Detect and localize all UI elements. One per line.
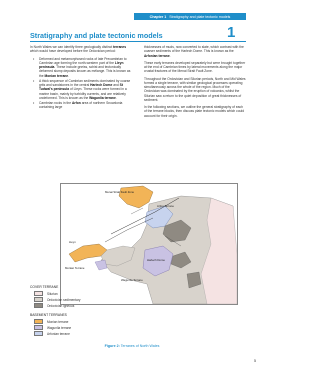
section-label: Stratigraphy and plate tectonic models bbox=[169, 14, 231, 19]
terrane-map bbox=[60, 183, 238, 305]
paragraph: In the following sections, we outline the general stratigraphy of each of the terrane blocks, then discuss plate tectonic models which could account for their origin. bbox=[144, 105, 245, 118]
figure-caption bbox=[0, 344, 264, 348]
page-number: 5 bbox=[254, 359, 256, 363]
legend-item bbox=[34, 319, 68, 324]
legend-swatch bbox=[34, 291, 43, 296]
legend-item bbox=[34, 291, 58, 296]
legend-basement-heading: BASEMENT TERRANES bbox=[30, 313, 67, 317]
legend-label: Ordovician igneous bbox=[47, 303, 75, 308]
legend-label: Monian terrane bbox=[47, 319, 69, 324]
intro-paragraph: In North Wales we can identify three geologically distinct terranes which would have developed before the Ordovician period: bbox=[30, 45, 127, 54]
figure-number: Figure 2: bbox=[104, 344, 120, 348]
legend-swatch bbox=[34, 303, 43, 308]
map-label-monian: Monian Terrane bbox=[65, 266, 85, 270]
paragraph: thicknesses of muds, now converted to slate, which contrast with the coarser sediments of the Harlech Dome. This is known as the Arfonian terrane. bbox=[144, 45, 244, 58]
map-label-wagunlia: Wagunlia Terrane bbox=[121, 278, 143, 282]
legend-item bbox=[34, 303, 74, 308]
legend-label: Arfonian terrane bbox=[47, 331, 70, 336]
legend-item bbox=[34, 331, 70, 336]
chapter-label: Chapter 1 bbox=[149, 14, 167, 19]
legend-item bbox=[34, 325, 71, 330]
legend-label: Ordovician sedimentary bbox=[47, 297, 81, 302]
chapter-header-bar bbox=[134, 13, 246, 20]
list-item: • A thick sequence of Cambrian sediments dominated by coarse grits and sandstones in the central Harlech Dome and St Tudwal's peninsula of Lleyn. These rocks were formed in a marine basin, mainly by turbidity currents, and are relatively undeformed. This is known as the Wagunlia terrane. bbox=[39, 79, 134, 100]
legend-swatch bbox=[34, 297, 43, 302]
map-label-harlech: Harlech Dome bbox=[147, 258, 165, 262]
legend-label: Wagunlia terrane bbox=[47, 325, 72, 330]
legend-label: Silurian bbox=[47, 291, 58, 296]
paragraph: These early terranes developed separately but were brought together at the end of Cambrian times by lateral movements along the major crustal fractures of the Menai Strait Fault Zone. bbox=[144, 60, 246, 74]
legend-cover-heading: COVER TERRANE bbox=[30, 285, 59, 289]
left-column bbox=[30, 45, 134, 111]
right-column bbox=[144, 45, 246, 121]
legend-swatch bbox=[34, 331, 43, 336]
terrane-map-graphic bbox=[61, 184, 237, 304]
terrane-list bbox=[30, 57, 134, 110]
map-label-arfon: Arfon Terrane bbox=[157, 204, 174, 208]
map-label-lleyn: Lleyn bbox=[69, 240, 76, 244]
list-item: • Cambrian rocks in the Arfon area of northern Snowdonia containing large bbox=[39, 101, 134, 110]
list-item: • Deformed and metamorphosed rocks of late Precambrian to Cambrian age forming the north-western part of the Lleyn peninsula. These include gneiss, schist and tectonically deformed slump deposits known as mélange. This is known as the Monian terrane. bbox=[39, 57, 134, 78]
map-label-menai: Menai Strait Fault Zone bbox=[105, 190, 135, 194]
title-rule bbox=[30, 41, 246, 42]
figure-caption-text: Terranes of North Wales bbox=[120, 344, 160, 348]
legend-swatch bbox=[34, 325, 43, 330]
legend-swatch bbox=[34, 319, 43, 324]
legend-item bbox=[34, 297, 80, 302]
page-title: Stratigraphy and plate tectonic models bbox=[30, 31, 163, 40]
paragraph: Throughout the Ordovician and Silurian periods, North and Mid Wales formed a single terrane, with similar geological processes operating simultaneously across the whole of the region. Much of the Ordovician was dominated by the eruption of volcanics, whilst the Silurian saw a return to the quiet deposition of great thicknesses of sediment. bbox=[144, 76, 246, 102]
chapter-number: 1 bbox=[227, 24, 236, 41]
